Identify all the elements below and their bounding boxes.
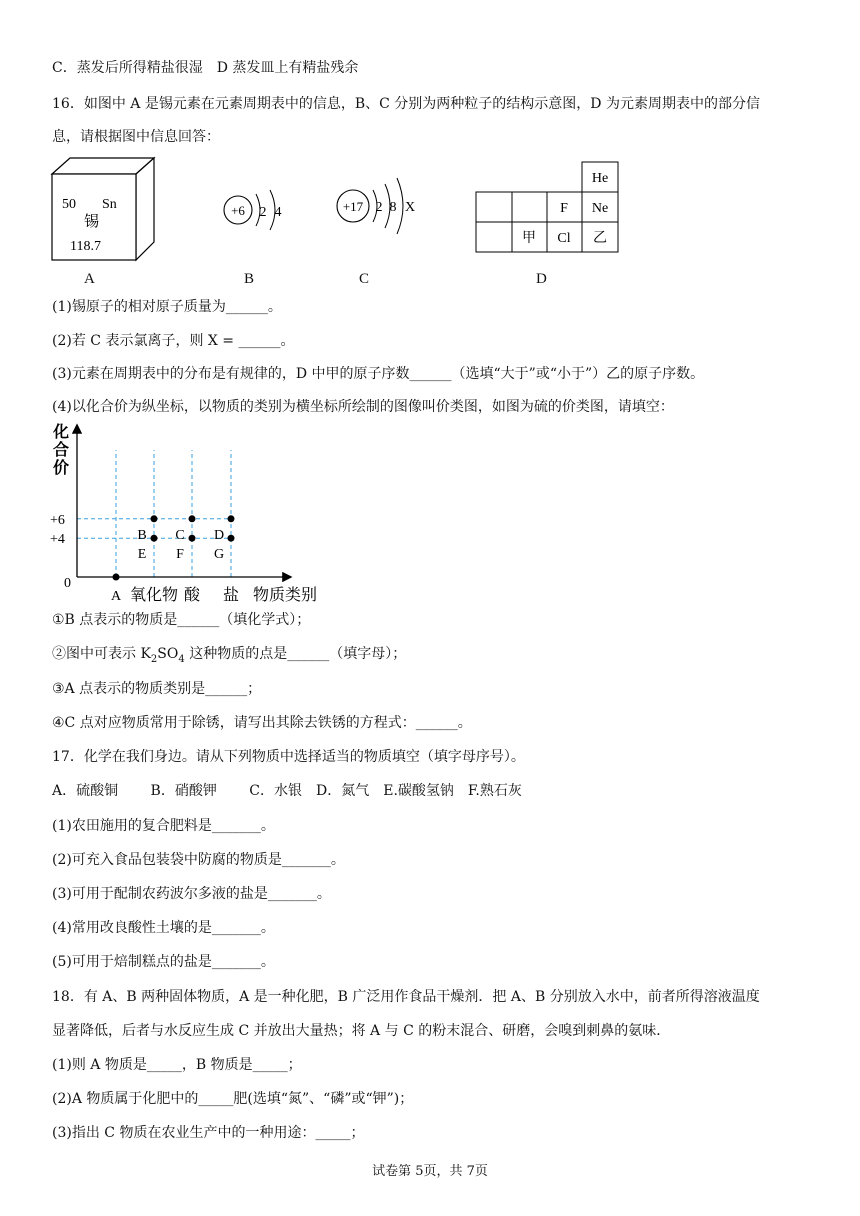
point-g — [228, 535, 235, 542]
figure-c-ion-structure — [333, 174, 425, 240]
x-tick-label: 盐 — [222, 587, 240, 604]
y-axis-label — [52, 422, 69, 477]
shell-1: 2 — [259, 205, 267, 220]
cell-ne: Ne — [591, 201, 609, 216]
question-18-part-2: (2)A 物质属于化肥中的_____肥(选填“氮”、“磷”或“钾”)； — [52, 1091, 414, 1107]
question-16-part-4: (4)以化合价为纵坐标，以物质的类别为横坐标所绘制的图像叫价类图，如图为硫的价类图，请填空： — [52, 399, 674, 415]
cell-f: F — [560, 201, 568, 216]
nucleus-charge: +17 — [342, 199, 364, 214]
question-16-stem-2: 息，请根据图中信息回答： — [52, 129, 220, 145]
point-label-f: F — [176, 547, 184, 563]
point-label-d: D — [213, 527, 225, 543]
cell-he: He — [591, 171, 609, 186]
shell-2: 8 — [389, 200, 397, 215]
question-17-part-4: (4)常用改良酸性土壤的是_______。 — [52, 920, 275, 936]
y-axis-label-char: 化 — [53, 424, 70, 441]
shell-1: 2 — [375, 200, 383, 215]
point-label-b: B — [137, 527, 147, 543]
point-f — [189, 535, 196, 542]
page-footer: 试卷第 5页，共 7页 — [372, 1164, 488, 1179]
figure-d-periodic-table — [474, 160, 620, 256]
point-d — [228, 515, 235, 522]
question-18-part-3: (3)指出 C 物质在农业生产中的一种用途：_____； — [52, 1125, 365, 1141]
question-16-4-sub-4: ④C 点对应物质常用于除锈，请写出其除去铁锈的方程式：______。 — [52, 715, 472, 731]
point-e — [151, 535, 158, 542]
question-16-4-sub-1: ①B 点表示的物质是______（填化学式）； — [52, 612, 311, 628]
y-axis-label-char: 价 — [53, 460, 70, 477]
question-16-stem-1: 16．如图中 A 是锡元素在元素周期表中的信息，B、C 分别为两种粒子的结构示意图，D 为元素周期表中的部分信 — [52, 96, 760, 112]
atomic-mass: 118.7 — [70, 239, 101, 254]
x-axis-label: 物质类别 — [253, 587, 318, 604]
caption-a: A — [84, 271, 95, 287]
x-tick-label: 氧化物 — [129, 587, 179, 604]
question-15-option-c: C．蒸发后所得精盐很湿 D 蒸发皿上有精盐残余 — [52, 60, 359, 76]
sulfur-valence-chart — [44, 420, 344, 610]
cell-jia: 甲 — [522, 231, 536, 246]
question-17-stem: 17．化学在我们身边。请从下列物质中选择适当的物质填空（填字母序号）。 — [52, 749, 525, 765]
point-label-g: G — [213, 547, 225, 563]
x-tick-label: A — [110, 589, 122, 604]
question-18-stem-1: 18．有 A、B 两种固体物质，A 是一种化肥，B 广泛用作食品干燥剂．把 A、B 分别放入水中，前者所得溶液温度 — [52, 989, 760, 1005]
question-16-part-3: (3)元素在周期表中的分布是有规律的，D 中甲的原子序数______（选填“大于”或“小于”）乙的原子序数。 — [52, 366, 705, 382]
question-16-4-sub-3: ③A 点表示的物质类别是______； — [52, 681, 262, 697]
y-tick-label: +6 — [50, 512, 65, 528]
question-17-options: A．硫酸铜 B．硝酸钾 C．水银 D．氮气 E.碳酸氢钠 F.熟石灰 — [52, 783, 522, 799]
element-symbol: Sn — [102, 197, 117, 212]
question-17-part-2: (2)可充入食品包装袋中防腐的物质是_______。 — [52, 852, 345, 868]
point-label-e: E — [137, 547, 147, 563]
question-16-4-sub-2 — [52, 644, 406, 670]
question-17-part-5: (5)可用于焙制糕点的盐是_______。 — [52, 954, 275, 970]
point-b — [151, 515, 158, 522]
subscript: 2 — [150, 653, 158, 665]
point-label-c: C — [175, 527, 185, 543]
point-c — [189, 515, 196, 522]
question-18-stem-2: 显著降低，后者与水反应生成 C 并放出大量热；将 A 与 C 的粉末混合、研磨，会嗅到刺鼻的氨味． — [52, 1023, 671, 1039]
question-18-part-1: (1)则 A 物质是_____，B 物质是_____； — [52, 1057, 302, 1073]
caption-c: C — [359, 271, 370, 287]
point-a — [113, 574, 120, 581]
element-name: 锡 — [84, 214, 100, 230]
y-tick-label: 0 — [64, 576, 71, 591]
y-tick-label: +4 — [50, 532, 65, 548]
question-17-part-1: (1)农田施用的复合肥料是_______。 — [52, 818, 275, 834]
question-16-part-2: (2)若 C 表示氯离子，则 X = ______。 — [52, 333, 295, 349]
subscript: 4 — [178, 653, 185, 665]
caption-b: B — [244, 271, 255, 287]
cell-yi: 乙 — [593, 231, 607, 246]
text-segment: ②图中可表示 K — [52, 646, 151, 662]
figure-a-tin-cube — [50, 156, 158, 264]
atomic-number: 50 — [62, 197, 76, 212]
nucleus-charge: +6 — [231, 203, 245, 218]
question-17-part-3: (3)可用于配制农药波尔多液的盐是_______。 — [52, 886, 331, 902]
figure-b-atom-structure — [220, 180, 300, 240]
y-axis-label-char: 合 — [53, 442, 70, 459]
cell-cl: Cl — [557, 231, 571, 246]
x-tick-label: 酸 — [183, 587, 201, 604]
text-segment: SO — [157, 646, 179, 662]
shell-2: 4 — [274, 205, 282, 220]
caption-d: D — [536, 271, 547, 287]
shell-3: X — [404, 200, 416, 215]
text-segment: 这种物质的点是______（填字母）； — [184, 646, 407, 662]
question-16-part-1: (1)锡原子的相对原子质量为______。 — [52, 299, 282, 315]
